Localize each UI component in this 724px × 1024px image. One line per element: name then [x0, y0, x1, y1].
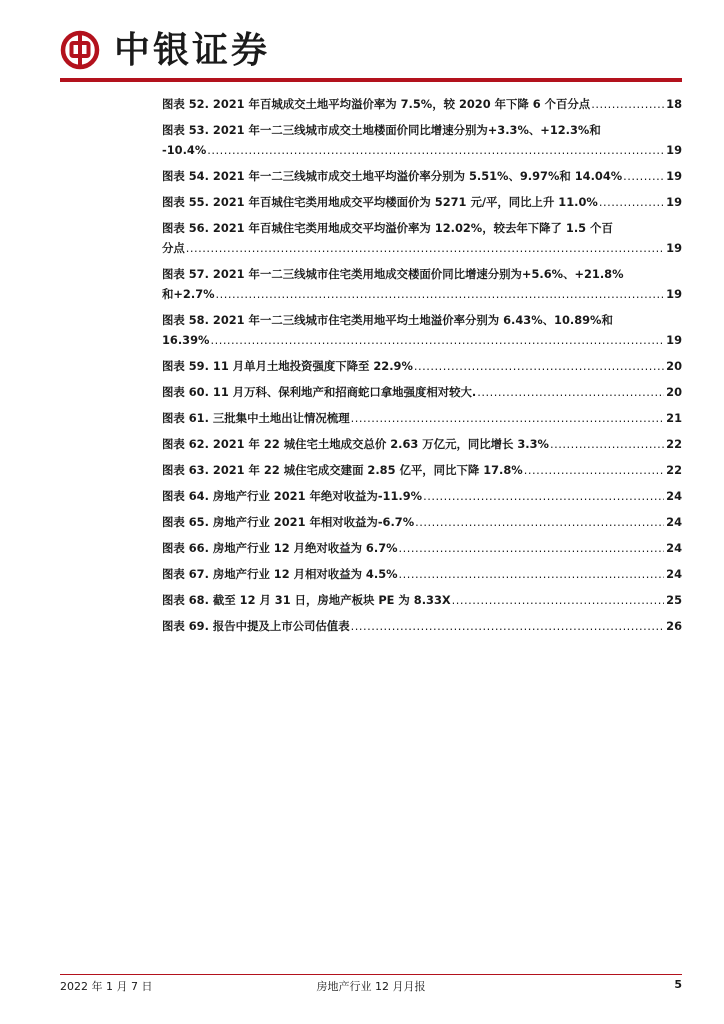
toc-dot-leader	[399, 538, 665, 558]
toc-dot-leader	[351, 616, 665, 636]
toc-page-number: 19	[666, 333, 682, 347]
toc-entry-text: 图表 65. 房地产行业 2021 年相对收益为-6.7%	[162, 515, 415, 529]
toc-entry-text: 图表 61. 三批集中土地出让情况梳理	[162, 411, 350, 425]
toc-entry-text: -10.4%	[162, 143, 207, 157]
toc-page-number: 19	[666, 195, 682, 209]
toc-entry[interactable]	[162, 218, 682, 258]
toc-entry-text: 图表 53. 2021 年一二三线城市成交土地楼面价同比增速分别为+3.3%、+12.3%和	[162, 123, 601, 137]
toc-dot-leader	[207, 140, 664, 160]
page-header	[0, 0, 724, 90]
toc-entry[interactable]	[162, 408, 682, 428]
toc-entry-text: 图表 66. 房地产行业 12 月绝对收益为 6.7%	[162, 541, 398, 555]
toc-entry[interactable]	[162, 382, 682, 402]
toc-page-number: 22	[666, 437, 682, 451]
toc-entry-text: 图表 64. 房地产行业 2021 年绝对收益为-11.9%	[162, 489, 423, 503]
toc-entry[interactable]	[162, 616, 682, 636]
toc-entry-text: 图表 60. 11 月万科、保利地产和招商蛇口拿地强度相对较大.	[162, 385, 477, 399]
toc-entry[interactable]	[162, 120, 682, 160]
toc-entry-text: 图表 55. 2021 年百城住宅类用地成交平均楼面价为 5271 元/平，同比上升 11.0%	[162, 195, 598, 209]
toc-page-number: 24	[666, 541, 682, 555]
toc-entry-text: 和+2.7%	[162, 287, 215, 301]
bank-of-china-logo-icon	[60, 30, 100, 70]
footer-report-title: 房地产行业 12 月月报	[316, 980, 426, 993]
toc-page-number: 24	[666, 489, 682, 503]
toc-dot-leader	[216, 284, 665, 304]
toc-entry-text: 图表 54. 2021 年一二三线城市成交土地平均溢价率分别为 5.51%、9.97%和 14.04%	[162, 169, 623, 183]
toc-entry[interactable]	[162, 94, 682, 114]
toc-entry-text: 图表 52. 2021 年百城成交土地平均溢价率为 7.5%，较 2020 年下降 6 个百分点	[162, 97, 591, 111]
toc-page-number: 19	[666, 143, 682, 157]
toc-entry[interactable]	[162, 264, 682, 304]
footer-divider	[60, 974, 682, 975]
toc-dot-leader	[591, 94, 664, 114]
toc-entry[interactable]	[162, 590, 682, 610]
toc-entry-text: 图表 62. 2021 年 22 城住宅土地成交总价 2.63 万亿元，同比增长 3.3%	[162, 437, 549, 451]
toc-dot-leader	[186, 238, 664, 258]
toc-entry[interactable]	[162, 486, 682, 506]
toc-entry-text: 分点	[162, 241, 185, 255]
toc-page-number: 20	[666, 359, 682, 373]
toc-dot-leader	[210, 330, 664, 350]
footer-date: 2022 年 1 月 7 日	[60, 980, 153, 993]
toc-page-number: 24	[666, 515, 682, 529]
toc-dot-leader	[399, 564, 665, 584]
toc-entry[interactable]	[162, 460, 682, 480]
toc-dot-leader	[623, 166, 664, 186]
toc-entry[interactable]	[162, 564, 682, 584]
toc-entry[interactable]	[162, 166, 682, 186]
toc-page-number: 22	[666, 463, 682, 477]
toc-page-number: 26	[666, 619, 682, 633]
toc-entry[interactable]	[162, 512, 682, 532]
table-of-contents	[162, 94, 682, 642]
toc-entry-text: 图表 57. 2021 年一二三线城市住宅类用地成交楼面价同比增速分别为+5.6%、+21.8%	[162, 267, 624, 281]
toc-entry-text: 图表 68. 截至 12 月 31 日，房地产板块 PE 为 8.33X	[162, 593, 451, 607]
toc-entry[interactable]	[162, 434, 682, 454]
toc-page-number: 19	[666, 169, 682, 183]
toc-entry-text: 图表 63. 2021 年 22 城住宅成交建面 2.85 亿平，同比下降 17.8%	[162, 463, 523, 477]
footer-page-number: 5	[674, 978, 682, 991]
toc-entry[interactable]	[162, 538, 682, 558]
toc-dot-leader	[423, 486, 664, 506]
toc-entry-text: 图表 67. 房地产行业 12 月相对收益为 4.5%	[162, 567, 398, 581]
toc-page-number: 25	[666, 593, 682, 607]
toc-dot-leader	[414, 356, 664, 376]
toc-page-number: 20	[666, 385, 682, 399]
toc-dot-leader	[599, 192, 664, 212]
toc-entry-text: 16.39%	[162, 333, 210, 347]
toc-dot-leader	[415, 512, 664, 532]
toc-page-number: 19	[666, 241, 682, 255]
toc-dot-leader	[351, 408, 665, 428]
toc-entry[interactable]	[162, 192, 682, 212]
toc-entry-text: 图表 59. 11 月单月土地投资强度下降至 22.9%	[162, 359, 413, 373]
toc-page-number: 18	[666, 97, 682, 111]
toc-entry-text: 图表 56. 2021 年百城住宅类用地成交平均溢价率为 12.02%，较去年下降了 1.5 个百	[162, 221, 613, 235]
toc-page-number: 21	[666, 411, 682, 425]
toc-dot-leader	[550, 434, 664, 454]
toc-dot-leader	[524, 460, 664, 480]
toc-dot-leader	[477, 382, 664, 402]
toc-page-number: 24	[666, 567, 682, 581]
brand-name: 中银证券	[114, 29, 271, 71]
toc-dot-leader	[452, 590, 664, 610]
toc-page-number: 19	[666, 287, 682, 301]
toc-entry[interactable]	[162, 310, 682, 350]
toc-entry-text: 图表 58. 2021 年一二三线城市住宅类用地平均土地溢价率分别为 6.43%、10.89%和	[162, 313, 613, 327]
toc-entry-text: 图表 69. 报告中提及上市公司估值表	[162, 619, 350, 633]
toc-entry[interactable]	[162, 356, 682, 376]
header-divider	[60, 78, 682, 82]
